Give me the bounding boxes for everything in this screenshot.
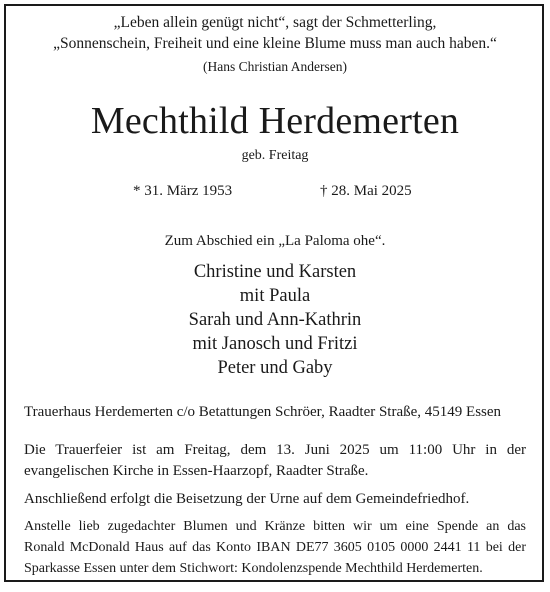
quote-line-1: „Leben allein genügt nicht“, sagt der Schmetterling,	[113, 14, 437, 31]
donation-line: Ronald McDonald Haus auf das Konto IBAN DE77 3605 0105 0000 2441 11 bei der	[24, 540, 526, 555]
epigraph-quote	[0, 12, 550, 77]
donation-line: Anstelle lieb zugedachter Blumen und Kränze bitten wir um eine Spende an das	[24, 519, 526, 534]
mourner-line: mit Janosch und Fritzi	[192, 334, 358, 354]
quote-author: (Hans Christian Andersen)	[203, 59, 347, 74]
mourning-house-address: Trauerhaus Herdemerten c/o Betattungen Schröer, Raadter Straße, 45149 Essen	[24, 404, 502, 420]
death-date: † 28. Mai 2025	[320, 183, 412, 199]
maiden-name: geb. Freitag	[241, 148, 309, 163]
burial-info: Anschließend erfolgt die Beisetzung der Urne auf dem Gemeindefriedhof.	[24, 491, 470, 507]
mourners-list	[0, 260, 550, 380]
ceremony-line: Die Trauerfeier ist am Freitag, dem 13. Juni 2025 um 11:00 Uhr in der	[24, 442, 526, 458]
deceased-name: Mechthild Herdemerten	[90, 100, 460, 142]
donation-line: Sparkasse Essen unter dem Stichwort: Kondolenzspende Mechthild Herdemerten.	[24, 561, 483, 576]
ceremony-line: evangelischen Kirche in Essen-Haarzopf, Raadter Straße.	[24, 463, 369, 479]
quote-line-2: „Sonnenschein, Freiheit und eine kleine Blume muss man auch haben.“	[53, 35, 497, 52]
mourner-line: Peter und Gaby	[217, 358, 333, 378]
mourner-line: Sarah und Ann-Kathrin	[188, 310, 362, 330]
funeral-service-info	[24, 440, 526, 482]
birth-date: * 31. März 1953	[133, 183, 233, 199]
mourner-line: Christine und Karsten	[193, 262, 357, 282]
donation-request	[24, 516, 526, 579]
farewell-line: Zum Abschied ein „La Paloma ohe“.	[164, 233, 386, 249]
mourner-line: mit Paula	[239, 286, 311, 306]
